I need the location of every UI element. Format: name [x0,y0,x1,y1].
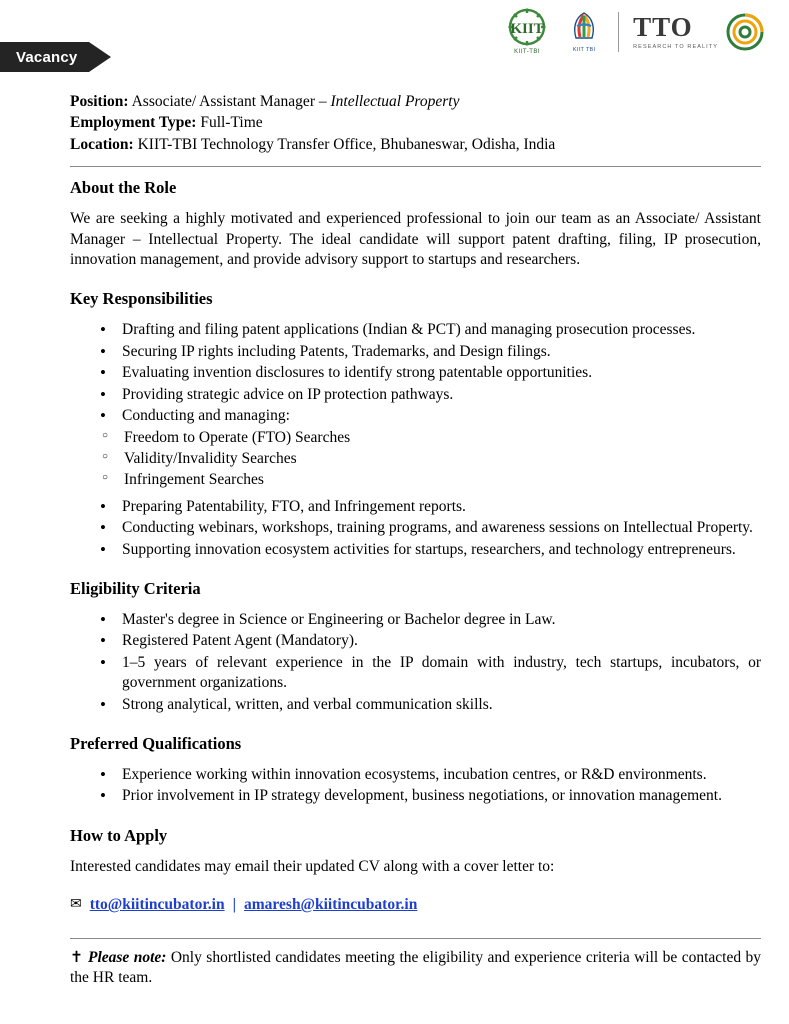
preferred-list [70,765,761,807]
list-item: • Strong analytical, written, and verbal communication skills. [122,695,761,715]
list-item: • Evaluating invention disclosures to identify strong patentable opportunities. [122,363,761,383]
document-body [0,92,789,989]
note-text [70,948,761,989]
list-item: • Registered Patent Agent (Mandatory). [122,631,761,651]
contact-emails [70,895,761,915]
location-label: Location: [70,135,134,153]
tto-logo-tagline: RESEARCH TO REALITY [633,43,718,50]
list-item: • Conducting webinars, workshops, training programs, and awareness sessions on Intellectual Property. [122,518,761,538]
document-header [0,0,789,92]
employment-type-line [70,113,761,133]
location-line [70,135,761,155]
position-value: Associate/ Assistant Manager – [131,93,331,110]
footer-divider [70,938,761,939]
employment-type-label: Employment Type: [70,114,197,132]
sub-list-item: ○ Validity/Invalidity Searches [124,449,761,469]
list-item: • Preparing Patentability, FTO, and Infringement reports. [122,497,761,517]
email-link-amaresh[interactable]: amaresh@kiitincubator.in [244,896,418,914]
preferred-heading: Preferred Qualifications [70,734,242,754]
responsibilities-list-continued [70,497,761,560]
position-value-italic: Intellectual Property [330,93,460,110]
list-item: • Securing IP rights including Patents, Trademarks, and Design filings. [122,342,761,362]
vacancy-badge-label: Vacancy [16,48,78,66]
email-separator: | [232,896,237,914]
position-label: Position: [70,93,129,110]
tto-logo [633,10,767,54]
list-item: • Conducting and managing: [122,406,761,426]
position-line [70,92,761,112]
responsibilities-heading: Key Responsibilities [70,289,213,309]
eligibility-heading: Eligibility Criteria [70,579,201,599]
note-body: Only shortlisted candidates meeting the eligibility and experience criteria will be contacted by the HR team. [70,948,761,987]
vacancy-badge [0,42,89,72]
logo-divider [618,12,619,52]
list-item: • Providing strategic advice on IP protection pathways. [122,385,761,405]
kiit-logo [500,8,554,55]
kiit-tbi-logo [564,10,604,53]
note-label: Please note: [88,948,167,966]
kiit-logo-label: KIIT-TBI [514,49,541,55]
svg-text:KIIT: KIIT [510,21,544,37]
kiit-gear-icon [500,8,554,48]
sub-list-item: ○ Freedom to Operate (FTO) Searches [124,428,761,448]
list-item: • 1–5 years of relevant experience in the IP domain with industry, tech startups, incubators, or government organizations. [122,653,761,694]
list-item: • Drafting and filing patent applications (Indian & PCT) and managing prosecution processes. [122,320,761,340]
list-item: • Master's degree in Science or Engineering or Bachelor degree in Law. [122,610,761,630]
list-item: • Experience working within innovation ecosystems, incubation centres, or R&D environments. [122,765,761,785]
tbi-logo-label: KIIT TBI [572,47,596,53]
location-value: KIIT-TBI Technology Transfer Office, Bhubaneswar, Odisha, India [137,135,556,153]
eligibility-list [70,610,761,715]
pushpin-icon: ✝ [70,948,83,966]
about-text: We are seeking a highly motivated and experienced professional to join our team as an Associate/ Assistant Manager – Intellectual Property. The ideal candidate will support patent drafting, filing, IP prosecution, innovation management, and provide advisory support to startups and researchers. [70,210,761,269]
tto-swirl-icon [723,10,767,54]
apply-text: Interested candidates may email their updated CV along with a cover letter to: [70,857,555,875]
responsibilities-sublist [70,428,761,491]
about-heading: About the Role [70,178,177,198]
list-item: • Prior involvement in IP strategy development, business negotiations, or innovation management. [122,786,761,806]
responsibilities-list [70,320,761,426]
email-link-tto[interactable]: tto@kiitincubator.in [89,896,225,914]
tto-logo-title: TTO [633,11,693,42]
envelope-icon: ✉ [70,897,82,913]
header-divider [70,166,761,167]
logo-group [500,8,767,55]
tbi-emblem-icon [564,10,604,46]
sub-list-item: ○ Infringement Searches [124,470,761,490]
employment-type-value: Full-Time [200,114,263,132]
list-item: • Supporting innovation ecosystem activities for startups, researchers, and technology entrepreneurs. [122,540,761,560]
apply-heading: How to Apply [70,825,168,845]
